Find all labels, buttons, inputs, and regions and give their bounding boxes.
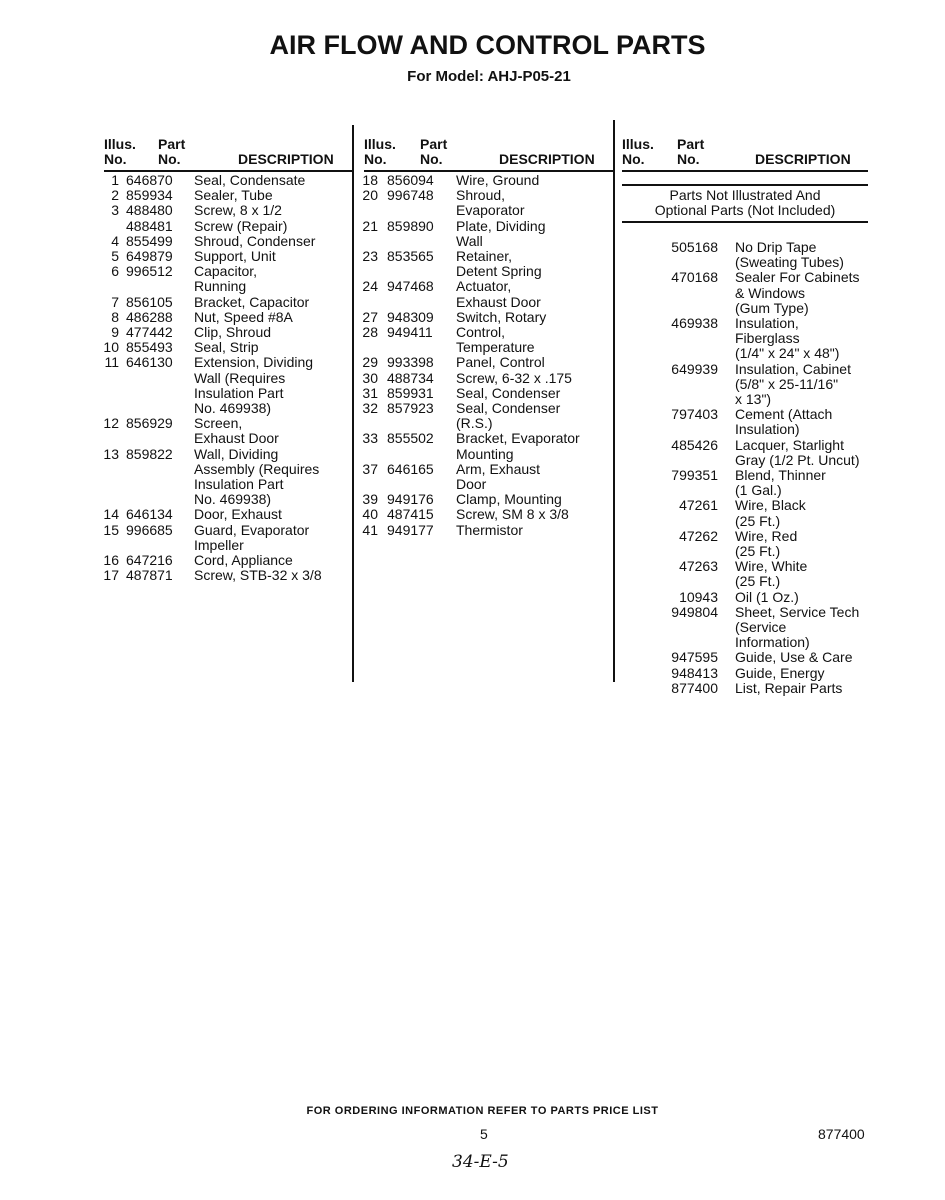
part-number: 996748 bbox=[387, 187, 434, 204]
part-description: Nut, Speed #8A bbox=[194, 308, 293, 325]
parts-row bbox=[620, 559, 875, 589]
column-divider bbox=[613, 120, 615, 682]
parts-row bbox=[620, 590, 875, 605]
illus-no-header: Illus. No. bbox=[104, 136, 136, 167]
part-description: Insulation, Fiberglass (1/4" x 24" x 48") bbox=[735, 315, 840, 362]
parts-row bbox=[354, 219, 596, 249]
parts-list-column-1 bbox=[92, 173, 334, 583]
parts-row bbox=[620, 650, 875, 665]
part-description: Retainer, Detent Spring bbox=[456, 248, 542, 280]
part-number: 948413 bbox=[671, 664, 718, 681]
parts-row bbox=[620, 529, 875, 559]
description-header: DESCRIPTION bbox=[755, 151, 851, 167]
parts-row bbox=[92, 295, 334, 310]
part-number: 856094 bbox=[387, 172, 434, 188]
model-subtitle: For Model: AHJ-P05-21 bbox=[407, 68, 571, 85]
illus-number: 33 bbox=[362, 430, 378, 447]
part-description: Insulation, Cabinet (5/8" x 25-11/16" x 13") bbox=[735, 360, 851, 408]
parts-row bbox=[354, 492, 596, 507]
parts-list-column-2 bbox=[354, 173, 596, 538]
part-number: 649939 bbox=[671, 360, 718, 377]
illus-number: 10 bbox=[103, 339, 119, 356]
part-no-header: Part No. bbox=[420, 136, 448, 167]
part-description: Shroud, Evaporator bbox=[456, 187, 525, 219]
page-number: 5 bbox=[480, 1126, 488, 1142]
part-number: 855499 bbox=[126, 232, 173, 249]
parts-row bbox=[92, 310, 334, 325]
part-number: 859890 bbox=[387, 217, 434, 234]
illus-number: 8 bbox=[111, 308, 119, 325]
parts-row bbox=[92, 188, 334, 203]
part-description: Support, Unit bbox=[194, 248, 276, 265]
illus-number: 16 bbox=[103, 552, 119, 569]
part-number: 949176 bbox=[387, 491, 434, 508]
illus-number: 9 bbox=[111, 324, 119, 341]
part-number: 947595 bbox=[671, 649, 718, 666]
part-description: Panel, Control bbox=[456, 354, 545, 371]
illus-number: 7 bbox=[111, 293, 119, 310]
part-number: 853565 bbox=[387, 248, 434, 265]
illus-number: 28 bbox=[362, 324, 378, 341]
parts-row bbox=[620, 362, 875, 408]
parts-row bbox=[354, 188, 596, 218]
header-rule bbox=[622, 170, 868, 172]
part-description: Bracket, Evaporator Mounting bbox=[456, 430, 580, 462]
part-description: Screw (Repair) bbox=[194, 217, 288, 234]
part-description: Capacitor, Running bbox=[194, 263, 258, 295]
parts-row bbox=[92, 553, 334, 568]
parts-row bbox=[92, 523, 334, 553]
part-description: Clamp, Mounting bbox=[456, 491, 562, 508]
parts-row bbox=[92, 219, 334, 234]
part-number: 877400 bbox=[671, 679, 718, 696]
part-description: Extension, Dividing Wall (Requires Insulation Part No. 469938) bbox=[194, 354, 314, 417]
parts-row bbox=[620, 605, 875, 651]
part-no-header: Part No. bbox=[158, 136, 186, 167]
illus-number: 23 bbox=[362, 248, 378, 265]
parts-row bbox=[92, 507, 334, 522]
part-description: Seal, Strip bbox=[194, 339, 259, 356]
part-number: 948309 bbox=[387, 308, 434, 325]
part-description: Thermistor bbox=[456, 521, 523, 538]
parts-row bbox=[92, 325, 334, 340]
part-number: 799351 bbox=[671, 467, 718, 484]
illus-number: 5 bbox=[111, 248, 119, 265]
part-description: Wire, Red (25 Ft.) bbox=[735, 527, 798, 560]
illus-number: 14 bbox=[103, 506, 119, 523]
parts-row bbox=[354, 462, 596, 492]
parts-row bbox=[354, 386, 596, 401]
parts-row bbox=[620, 407, 875, 437]
illus-no-header: Illus. No. bbox=[622, 136, 654, 167]
part-number: 485426 bbox=[671, 436, 718, 453]
part-description: Cord, Appliance bbox=[194, 552, 293, 569]
parts-row bbox=[354, 310, 596, 325]
part-number: 488734 bbox=[387, 369, 434, 386]
parts-row bbox=[620, 468, 875, 498]
parts-row bbox=[92, 447, 334, 508]
part-number: 949804 bbox=[671, 603, 718, 620]
part-number: 488481 bbox=[126, 217, 173, 234]
part-description: No Drip Tape (Sweating Tubes) bbox=[735, 239, 844, 271]
part-no-header: Part No. bbox=[677, 136, 705, 167]
illus-number: 15 bbox=[103, 521, 119, 538]
part-number: 487415 bbox=[387, 506, 434, 523]
illus-number: 29 bbox=[362, 354, 378, 371]
part-number: 947468 bbox=[387, 278, 434, 295]
illus-number: 39 bbox=[362, 491, 378, 508]
part-number: 857923 bbox=[387, 400, 434, 417]
part-description: Wire, Ground bbox=[456, 172, 540, 188]
part-description: Door, Exhaust bbox=[194, 506, 282, 523]
part-description: Wire, White (25 Ft.) bbox=[735, 558, 808, 590]
optional-parts-list bbox=[620, 240, 875, 696]
part-number: 469938 bbox=[671, 315, 718, 332]
part-description: Screen, Exhaust Door bbox=[194, 415, 279, 447]
parts-row bbox=[620, 666, 875, 681]
part-description: Actuator, Exhaust Door bbox=[456, 278, 541, 310]
parts-row bbox=[92, 416, 334, 446]
illus-number: 4 bbox=[111, 232, 119, 249]
parts-row bbox=[354, 371, 596, 386]
parts-row bbox=[354, 173, 596, 188]
part-description: Wire, Black (25 Ft.) bbox=[735, 497, 806, 529]
illus-number: 1 bbox=[111, 172, 119, 188]
part-number: 996685 bbox=[126, 521, 173, 538]
parts-row bbox=[92, 355, 334, 416]
illus-number: 30 bbox=[362, 369, 378, 386]
part-description: Screw, STB-32 x 3/8 bbox=[194, 567, 322, 584]
part-number: 856105 bbox=[126, 293, 173, 310]
illus-number: 31 bbox=[362, 384, 378, 401]
part-description: Lacquer, Starlight Gray (1/2 Pt. Uncut) bbox=[735, 436, 860, 468]
part-description: Blend, Thinner (1 Gal.) bbox=[735, 467, 826, 499]
parts-row bbox=[354, 431, 596, 461]
part-number: 477442 bbox=[126, 324, 173, 341]
part-number: 797403 bbox=[671, 406, 718, 423]
parts-row bbox=[92, 340, 334, 355]
illus-number: 40 bbox=[362, 506, 378, 523]
illus-number: 18 bbox=[362, 172, 378, 188]
part-description: Oil (1 Oz.) bbox=[735, 588, 799, 605]
optional-top-rule bbox=[622, 184, 868, 186]
part-description: Bracket, Capacitor bbox=[194, 293, 310, 310]
description-header: DESCRIPTION bbox=[499, 151, 595, 167]
part-description: Shroud, Condenser bbox=[194, 232, 316, 249]
part-number: 10943 bbox=[679, 588, 718, 605]
handwritten-note: 34-E-5 bbox=[452, 1152, 509, 1172]
document-number: 877400 bbox=[818, 1126, 865, 1142]
parts-row bbox=[354, 523, 596, 538]
part-number: 949177 bbox=[387, 521, 434, 538]
part-number: 996512 bbox=[126, 263, 173, 280]
part-number: 488480 bbox=[126, 202, 173, 219]
parts-row bbox=[92, 234, 334, 249]
parts-row bbox=[354, 507, 596, 522]
illus-number: 6 bbox=[111, 263, 119, 280]
part-description: List, Repair Parts bbox=[735, 679, 843, 696]
part-number: 859934 bbox=[126, 187, 173, 204]
parts-row bbox=[354, 279, 596, 309]
parts-row bbox=[92, 249, 334, 264]
parts-row bbox=[92, 173, 334, 188]
ordering-footer: FOR ORDERING INFORMATION REFER TO PARTS PRICE LIST bbox=[306, 1105, 659, 1117]
parts-row bbox=[620, 270, 875, 316]
illus-number: 17 bbox=[103, 567, 119, 584]
part-description: Plate, Dividing Wall bbox=[456, 217, 546, 249]
part-number: 646870 bbox=[126, 172, 173, 188]
part-number: 949411 bbox=[387, 324, 433, 341]
part-number: 855502 bbox=[387, 430, 434, 447]
part-description: Sheet, Service Tech (Service Information) bbox=[735, 603, 860, 651]
part-number: 646165 bbox=[387, 460, 434, 477]
part-description: Guide, Use & Care bbox=[735, 649, 853, 666]
part-description: Sealer For Cabinets & Windows (Gum Type) bbox=[735, 269, 860, 316]
part-number: 855493 bbox=[126, 339, 173, 356]
parts-row bbox=[354, 325, 596, 355]
illus-number: 13 bbox=[103, 445, 119, 462]
parts-row bbox=[354, 401, 596, 431]
part-number: 47261 bbox=[679, 497, 718, 514]
illus-number: 20 bbox=[362, 187, 378, 204]
part-number: 646130 bbox=[126, 354, 173, 371]
part-number: 993398 bbox=[387, 354, 434, 371]
part-description: Wall, Dividing Assembly (Requires Insulation Part No. 469938) bbox=[194, 445, 320, 508]
parts-row bbox=[620, 498, 875, 528]
illus-number: 24 bbox=[362, 278, 378, 295]
parts-row bbox=[92, 264, 334, 294]
parts-row bbox=[92, 203, 334, 218]
illus-number: 27 bbox=[362, 308, 378, 325]
part-number: 859822 bbox=[126, 445, 173, 462]
part-description: Seal, Condensate bbox=[194, 172, 306, 188]
part-number: 647216 bbox=[126, 552, 173, 569]
part-number: 505168 bbox=[671, 239, 718, 255]
illus-number: 11 bbox=[104, 354, 119, 371]
part-description: Seal, Condenser (R.S.) bbox=[456, 400, 561, 432]
optional-parts-heading: Parts Not Illustrated And Optional Parts (Not Included) bbox=[654, 187, 836, 219]
illus-number: 21 bbox=[362, 217, 378, 234]
illus-number: 12 bbox=[103, 415, 119, 432]
part-description: Seal, Condenser bbox=[456, 384, 561, 401]
illus-number: 2 bbox=[111, 187, 119, 204]
optional-bottom-rule bbox=[622, 221, 868, 223]
part-number: 856929 bbox=[126, 415, 173, 432]
page-title: AIR FLOW AND CONTROL PARTS bbox=[269, 30, 706, 60]
part-description: Guard, Evaporator Impeller bbox=[194, 521, 310, 553]
description-header: DESCRIPTION bbox=[238, 151, 334, 167]
illus-number: 3 bbox=[111, 202, 119, 219]
illus-number: 41 bbox=[362, 521, 378, 538]
part-description: Screw, 6-32 x .175 bbox=[456, 369, 572, 386]
parts-row bbox=[620, 681, 875, 696]
parts-row bbox=[620, 316, 875, 362]
part-description: Arm, Exhaust Door bbox=[456, 460, 541, 493]
parts-row bbox=[620, 438, 875, 468]
part-number: 859931 bbox=[387, 384, 434, 401]
part-description: Cement (Attach Insulation) bbox=[735, 406, 833, 438]
part-description: Sealer, Tube bbox=[194, 187, 273, 204]
part-description: Guide, Energy bbox=[735, 664, 825, 681]
part-number: 649879 bbox=[126, 248, 173, 265]
part-number: 47263 bbox=[679, 558, 718, 575]
illus-no-header: Illus. No. bbox=[364, 136, 396, 167]
parts-row bbox=[354, 355, 596, 370]
parts-row bbox=[620, 240, 875, 270]
part-description: Screw, SM 8 x 3/8 bbox=[456, 506, 569, 523]
illus-number: 32 bbox=[362, 400, 378, 417]
part-number: 470168 bbox=[671, 269, 718, 286]
part-number: 486288 bbox=[126, 308, 173, 325]
part-description: Clip, Shroud bbox=[194, 324, 272, 341]
illus-number: 37 bbox=[362, 460, 378, 477]
part-number: 646134 bbox=[126, 506, 173, 523]
part-description: Switch, Rotary bbox=[456, 308, 547, 325]
part-description: Control, Temperature bbox=[456, 324, 535, 356]
parts-row bbox=[354, 249, 596, 279]
part-number: 47262 bbox=[679, 527, 718, 544]
part-number: 487871 bbox=[126, 567, 173, 584]
parts-row bbox=[92, 568, 334, 583]
part-description: Screw, 8 x 1/2 bbox=[194, 202, 282, 219]
